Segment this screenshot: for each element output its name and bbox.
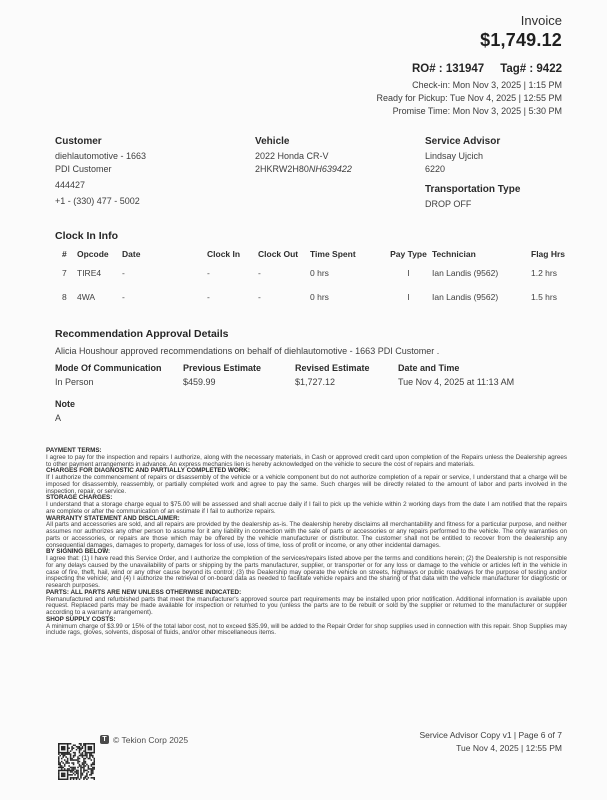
customer-name-line1: diehlautomotive - 1663 bbox=[55, 151, 147, 161]
cell-time-spent: 0 hrs bbox=[310, 292, 329, 302]
shop-supply-body: A minimum charge of $3.99 or 15% of the total labor cost, not to exceed $35.99, will be added to the Repair Order for shop supplies used in connection with this repair. Shop Supplies may include rags, gloves, solvents, disposal of fluids, and/or other miscellaneous items. bbox=[46, 622, 567, 637]
mode-of-communication-label: Mode Of Communication bbox=[55, 363, 162, 373]
print-timestamp: Tue Nov 4, 2025 | 12:55 PM bbox=[456, 743, 562, 753]
recommendation-summary: Alicia Houshour approved recommendations on behalf of diehlautomotive - 1663 PDI Customer . bbox=[55, 346, 440, 356]
payment-terms-heading: PAYMENT TERMS: bbox=[46, 447, 102, 454]
cell-clock-in: - bbox=[207, 268, 210, 278]
cell-clock-out: - bbox=[258, 292, 261, 302]
warranty-heading: WARRANTY STATEMENT AND DISCLAIMER: bbox=[46, 514, 180, 522]
cell-number: 8 bbox=[62, 292, 67, 302]
col-header-pay-type: Pay Type bbox=[390, 249, 427, 259]
mode-of-communication-value: In Person bbox=[55, 377, 94, 387]
footer-page-info bbox=[419, 729, 562, 755]
cell-date: - bbox=[122, 268, 125, 278]
tag-number: Tag# : 9422 bbox=[500, 63, 562, 75]
ro-number: RO# : 131947 bbox=[411, 63, 485, 75]
ro-tag-line bbox=[377, 63, 562, 75]
diagnostic-charges-body: If I authorize the commencement of repairs or disassembly of the vehicle or a vehicle component but do not authorize completion of a repair or service, I understand that a charge will be imposed for disassembly, reassembly, or partially completed work and agree to pay the same. Such charges will be directly related to the amount of labor and parts involved in the inspection, repair, or service. bbox=[46, 474, 567, 495]
note-value: A bbox=[55, 413, 62, 423]
vehicle-model: 2022 Honda CR-V bbox=[255, 151, 329, 161]
date-and-time-label: Date and Time bbox=[398, 363, 460, 373]
by-signing-below-section bbox=[46, 549, 567, 590]
col-header-opcode: Opcode bbox=[77, 249, 109, 259]
by-signing-below-body: I agree that: (1) I have read this Service Order, and I authorize the completion of the services/repairs listed above per the terms and conditions herein; (2) the Dealership is not responsible for any delays caused by the unavailability of parts or shipping by the parts manufacturer, supplier, or transporter or for any loss or damage to the vehicle or articles left in the vehicle in case of fire, theft, hail, wind or any other cause beyond its control; (3) the Dealership may operate the vehicle on streets, highways or public roadways for the purpose of testing and/or inspecting the vehicle; and (4) I authorize the retrieval of on-board data as needed to facilitate vehicle repairs and the sharing of that data with the vehicle manufacturer for diagnostic or research purposes. bbox=[46, 555, 567, 589]
service-advisor-id: 6220 bbox=[425, 163, 446, 174]
cell-clock-out: - bbox=[258, 268, 261, 278]
customer-name-line2: PDI Customer bbox=[55, 163, 112, 174]
customer-phone: +1 - (330) 477 - 5002 bbox=[55, 195, 140, 206]
col-header-number: # bbox=[62, 249, 67, 259]
revised-estimate-label: Revised Estimate bbox=[295, 363, 370, 373]
note-label: Note bbox=[55, 399, 75, 409]
cell-clock-in: - bbox=[207, 292, 210, 302]
previous-estimate-value: $459.99 bbox=[183, 377, 216, 387]
invoice-header bbox=[377, 13, 562, 118]
col-header-technician: Technician bbox=[432, 249, 476, 259]
vin-prefix: 2HKRW2H80 bbox=[255, 163, 309, 174]
vehicle-vin bbox=[255, 163, 420, 176]
col-header-date: Date bbox=[122, 249, 141, 259]
by-signing-below-heading: BY SIGNING BELOW: bbox=[46, 548, 111, 556]
storage-charges-heading: STORAGE CHARGES: bbox=[46, 494, 113, 502]
tekion-logo-icon: T bbox=[100, 735, 109, 744]
vehicle-label: Vehicle bbox=[255, 136, 290, 147]
col-header-flag-hrs: Flag Hrs bbox=[531, 249, 566, 259]
copy-page-line: Service Advisor Copy v1 | Page 6 of 7 bbox=[419, 730, 562, 740]
customer-label: Customer bbox=[55, 136, 102, 147]
cell-technician: Ian Landis (9562) bbox=[432, 292, 499, 302]
revised-estimate-value: $1,727.12 bbox=[295, 377, 336, 387]
cell-flag-hrs: 1.2 hrs bbox=[531, 268, 557, 278]
table-row bbox=[55, 292, 575, 304]
col-header-time-spent: Time Spent bbox=[310, 249, 356, 259]
storage-charges-section bbox=[46, 495, 567, 515]
payment-terms-body: I agree to pay for the inspection and repairs I authorize, along with the necessary materials, in Cash or approved credit card upon completion of the Repairs unless the Dealership agrees to other payment arrangements in advance. An express mechanics lien is hereby acknowledged on the vehicle to secure the cost of repairs and materials. bbox=[46, 453, 567, 468]
copyright-text: © Tekion Corp 2025 bbox=[113, 735, 189, 745]
transportation-type-value: DROP OFF bbox=[425, 199, 472, 209]
diagnostic-charges-heading: CHARGES FOR DIAGNOSTIC AND PARTIALLY COMPLETED WORK: bbox=[46, 467, 250, 475]
clock-table-header-row bbox=[55, 249, 575, 261]
cell-time-spent: 0 hrs bbox=[310, 268, 329, 278]
customer-account-number: 444427 bbox=[55, 180, 86, 190]
col-header-clock-out: Clock Out bbox=[258, 249, 299, 259]
cell-flag-hrs: 1.5 hrs bbox=[531, 292, 557, 302]
cell-date: - bbox=[122, 292, 125, 302]
transportation-type-label: Transportation Type bbox=[425, 184, 521, 195]
col-header-clock-in: Clock In bbox=[207, 249, 241, 259]
vin-suffix: NH639422 bbox=[308, 163, 352, 174]
cell-technician: Ian Landis (9562) bbox=[432, 268, 499, 278]
storage-charges-body: I understand that a storage charge equal to $75.00 will be assessed and shall accrue daily if I fail to pick up the vehicle within 2 working days from the date I am notified that the repairs are complete or after the communication of an estimate if I fail to authorize repairs. bbox=[46, 501, 567, 515]
parts-body: Remanufactured and refurbished parts that meet the manufacturer's approved source part requirements may be installed upon prior notification. Additional information is available upon request. Replaced parts may be made available for inspection or returned to you (unless the parts are to be rebuilt or sold by the supplier or returned to the manufacturer or supplier according to a warranty arrangement). bbox=[46, 595, 567, 616]
clock-in-info-title: Clock In Info bbox=[55, 230, 118, 242]
cell-opcode: TIRE4 bbox=[77, 268, 102, 278]
checkin-time: Check-in: Mon Nov 3, 2025 | 1:15 PM bbox=[412, 80, 562, 90]
service-advisor-section bbox=[425, 136, 575, 211]
previous-estimate-label: Previous Estimate bbox=[183, 363, 262, 373]
recommendation-title: Recommendation Approval Details bbox=[55, 328, 229, 340]
shop-supply-section bbox=[46, 617, 567, 637]
parts-section bbox=[46, 590, 567, 617]
service-advisor-name: Lindsay Ujcich bbox=[425, 151, 484, 161]
shop-supply-heading: SHOP SUPPLY COSTS: bbox=[46, 615, 116, 623]
service-advisor-label: Service Advisor bbox=[425, 136, 501, 147]
cell-pay-type: I bbox=[407, 292, 410, 302]
promise-time: Promise Time: Mon Nov 3, 2025 | 5:30 PM bbox=[392, 106, 562, 116]
warranty-body: All parts and accessories are sold, and all repairs are provided by the dealership as-is. The dealership hereby disclaims all merchantability and fitness for a particular purpose, and neither assumes nor authorizes any other person to assume for it any liability in connection with the sale of parts or accessories or any repairs performed to the vehicle. The only warranties on parts or accessories, or repairs are those which may be offered by the vehicle manufacturer or distributor. The customer shall not be entitled to recover from the dealership any consequential damages, damages to property, damages for loss of use, loss of time, loss of profit or income, or any other incidental damages. bbox=[46, 521, 567, 549]
cell-number: 7 bbox=[62, 268, 67, 278]
invoice-total-amount: $1,749.12 bbox=[480, 30, 562, 50]
warranty-section bbox=[46, 516, 567, 550]
vehicle-section bbox=[255, 136, 420, 175]
ready-for-pickup-time: Ready for Pickup: Tue Nov 4, 2025 | 12:55 PM bbox=[376, 93, 562, 103]
table-row bbox=[55, 268, 575, 280]
cell-opcode: 4WA bbox=[77, 292, 96, 302]
invoice-title: Invoice bbox=[520, 13, 562, 28]
date-and-time-value: Tue Nov 4, 2025 at 11:13 AM bbox=[398, 377, 515, 387]
terms-and-conditions bbox=[46, 448, 567, 637]
qr-code-icon bbox=[58, 743, 95, 780]
cell-pay-type: I bbox=[407, 268, 410, 278]
payment-terms-section bbox=[46, 448, 567, 468]
customer-section bbox=[55, 136, 245, 207]
parts-heading: PARTS: ALL PARTS ARE NEW UNLESS OTHERWISE INDICATED: bbox=[46, 588, 242, 596]
diagnostic-charges-section bbox=[46, 468, 567, 495]
